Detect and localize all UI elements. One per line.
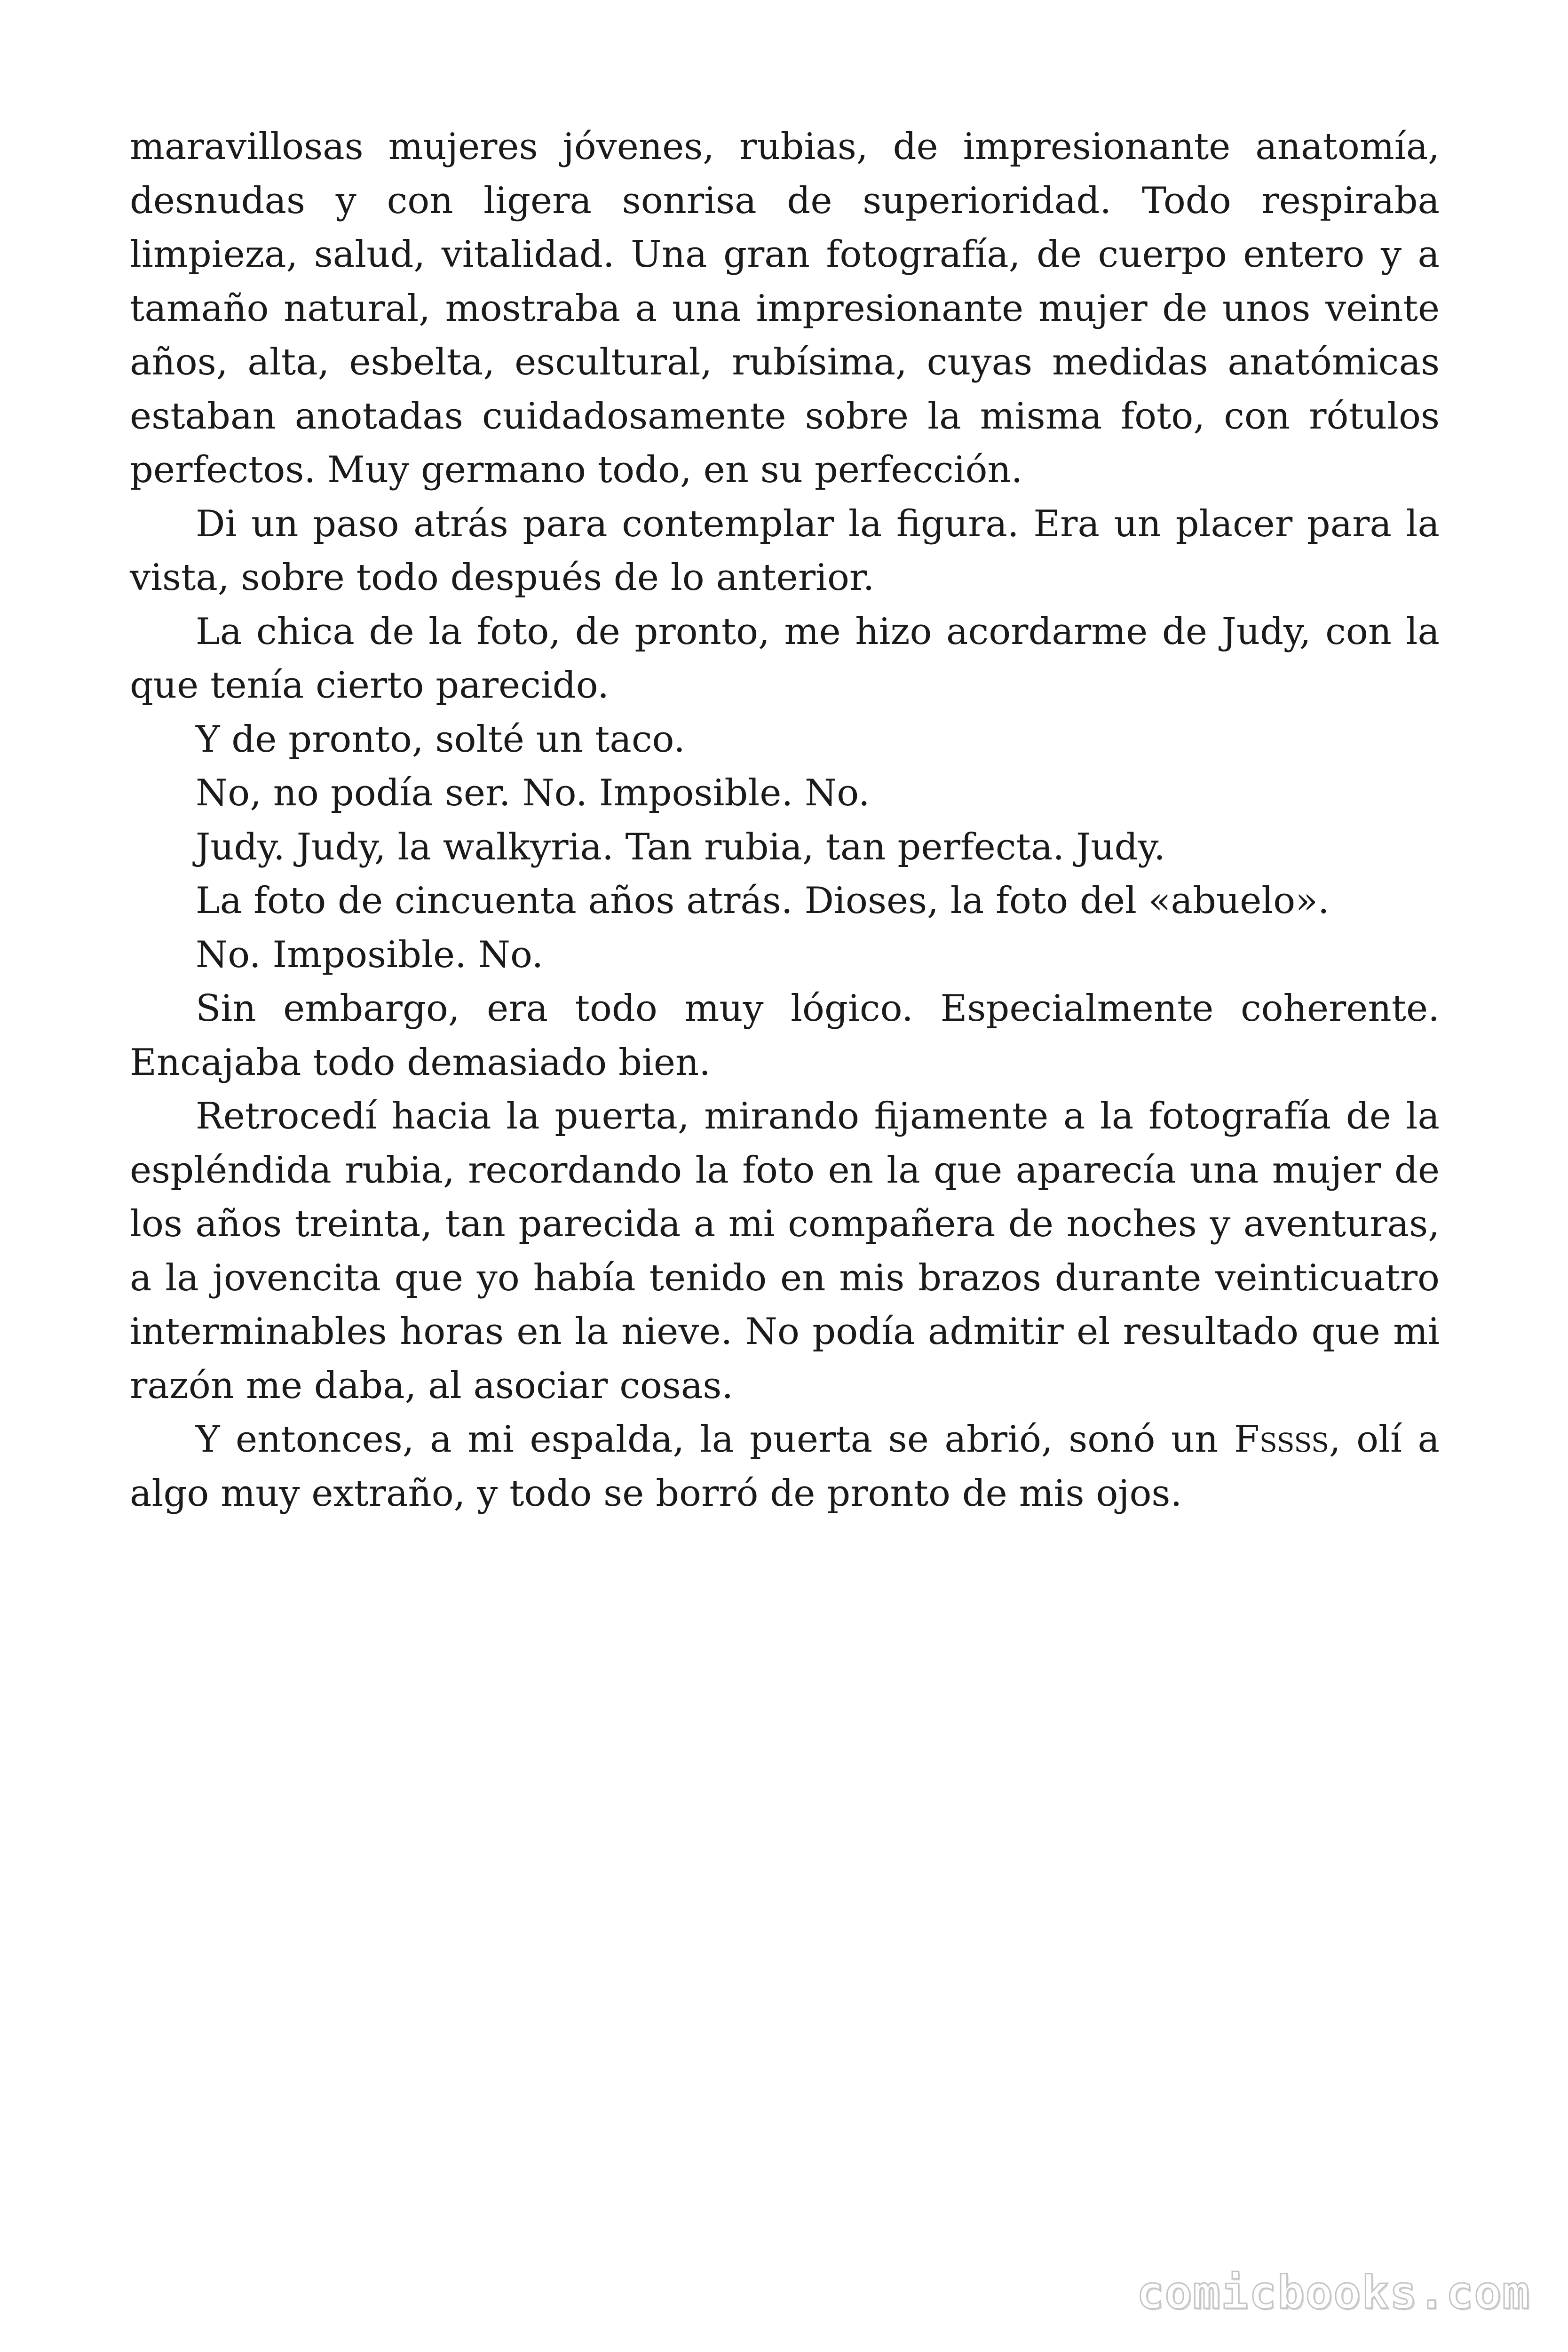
paragraph: Retrocedí hacia la puerta, mirando fijamente a la fotografía de la espléndida rubia, recordando la foto en la que aparecía una mujer de los años treinta, tan parecida a mi compañera de noches y aventuras, a la jovencita que yo había tenido en mis brazos durante veinticuatro interminables horas en la nieve. No podía admitir el resultado que mi razón me daba, al asociar cosas. xyxy=(130,1095,1440,1407)
paragraph: Sin embargo, era todo muy lógico. Especialmente coherente. Encajaba todo demasiado bien. xyxy=(130,987,1440,1084)
paragraph: La chica de la foto, de pronto, me hizo acordarme de Judy, con la que tenía cierto parecido. xyxy=(130,610,1440,707)
paragraph: Y de pronto, solté un taco. xyxy=(196,718,685,761)
paragraph: No, no podía ser. No. Imposible. No. xyxy=(196,772,870,814)
paragraph-last xyxy=(130,1413,1440,1520)
paragraph: Judy. Judy, la walkyria. Tan rubia, tan perfecta. Judy. xyxy=(196,826,1165,868)
paragraph: maravillosas mujeres jóvenes, rubias, de impresionante anatomía, desnudas y con ligera sonrisa de superioridad. Todo respiraba limpieza, salud, vitalidad. Una gran fotografía, de cuerpo entero y a tamaño natural, mostraba a una impresionante mujer de unos veinte años, alta, esbelta, escultural, rubísima, cuyas medidas anatómicas estaban anotadas cuidadosamente sobre la misma foto, con rótulos perfectos. Muy germano todo, en su perfección. xyxy=(130,126,1440,491)
paragraph: No. Imposible. No. xyxy=(196,933,544,976)
watermark: comicbooks.com xyxy=(1136,2266,1530,2319)
text-run: , olí a algo muy extraño, y todo se borró de pronto de mis ojos. xyxy=(130,1418,1440,1515)
paragraph: La foto de cincuenta años atrás. Dioses, la foto del «abuelo». xyxy=(196,880,1330,922)
sound-effect: Fssss xyxy=(1234,1418,1329,1461)
paragraph: Di un paso atrás para contemplar la figura. Era un placer para la vista, sobre todo después de lo anterior. xyxy=(130,502,1440,599)
page-text xyxy=(130,120,1440,1520)
text-run: Y entonces, a mi espalda, la puerta se abrió, sonó un xyxy=(196,1418,1234,1461)
